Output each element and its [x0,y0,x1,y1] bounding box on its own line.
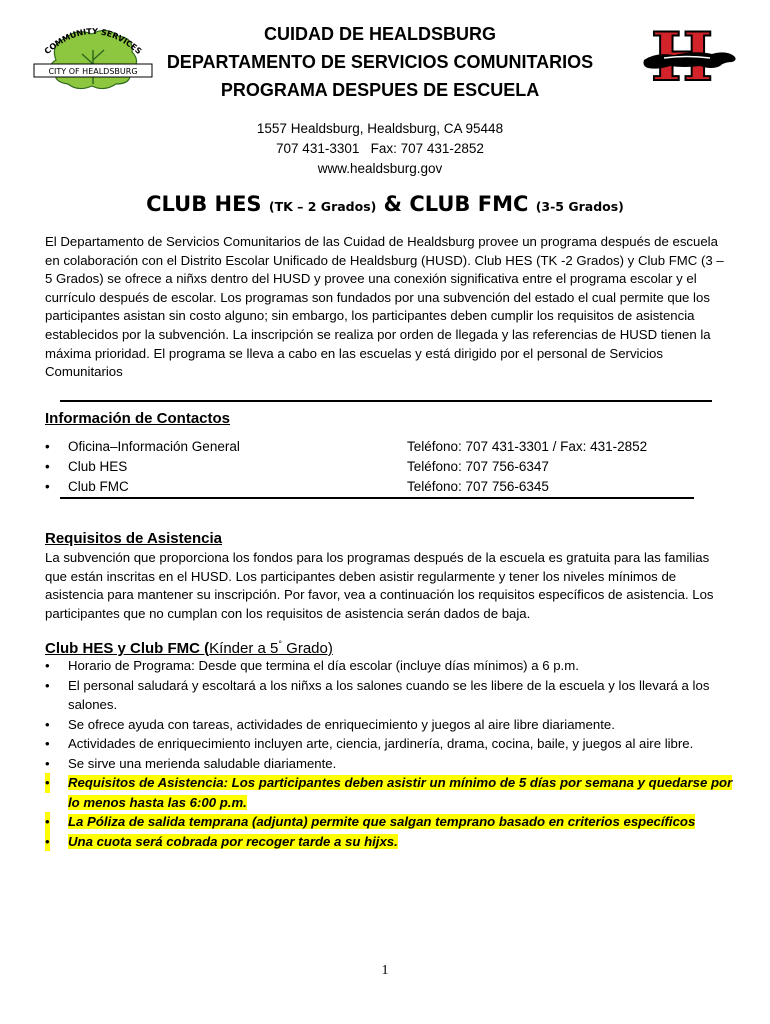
header-department: DEPARTAMENTO DE SERVICIOS COMUNITARIOS [166,52,594,72]
page-number: 1 [381,963,389,978]
address: 1557 Healdsburg, Healdsburg, CA 95448 [256,121,504,136]
program-heading-sup: ° [278,639,282,649]
divider [60,497,694,499]
list-item-text: El personal saludará y escoltará a los niñxs a los salones cuando se les libere de la escuela y los llevará a los salones. [68,677,710,712]
list-item [45,734,735,754]
late-fee-text: Una cuota será cobrada por recoger tarde a su hijxs. [68,833,398,849]
contact-phone: Teléfono: 707 756-6347 [407,459,549,474]
list-item-text: Horario de Programa: Desde que termina el día escolar (incluye días mínimos) a 6 p.m. [68,658,579,673]
list-item [45,754,735,774]
program-heading-end: Grado) [282,640,333,657]
club-title [0,190,770,221]
bullet: • [45,812,50,832]
contact-row [45,459,725,479]
list-item-highlighted [45,773,735,812]
contacts-heading: Información de Contactos [45,410,231,427]
attendance-requirement-text: Requisitos de Asistencia: Los participantes deben asistir un mínimo de 5 días por semana y quedarse por lo menos hasta las 6:00 p.m. [68,775,733,810]
contact-phone: Teléfono: 707 756-6345 [407,479,549,494]
contact-name: Club HES [68,459,128,474]
bullet: • [45,716,50,732]
list-item-text: Se sirve una merienda saludable diariamente. [68,755,337,771]
program-list [45,656,735,851]
bullet: • [45,479,50,494]
header-program: PROGRAMA DESPUES DE ESCUELA [220,80,540,100]
bullet: • [45,439,50,454]
list-item [45,715,735,735]
bullet: • [45,459,50,474]
contact-name: Oficina–Información General [68,439,240,454]
club-fmc-grades: (3-5 Grados) [535,199,624,214]
attendance-heading: Requisitos de Asistencia [45,530,222,547]
list-item-text: Se ofrece ayuda con tareas, actividades de enriquecimiento y juegos al aire libre diariamente. [68,716,615,732]
list-item-highlighted [45,832,735,852]
contact-name: Club FMC [68,479,129,494]
website: www.healdsburg.gov [317,161,443,176]
bullet: • [45,773,50,793]
bullet: • [45,658,50,673]
community-services-logo [26,20,160,92]
contact-row [45,479,725,499]
phone-fax: 707 431-3301 Fax: 707 431-2852 [276,141,484,156]
program-heading-grade: Kínder a 5 [209,640,279,657]
bullet: • [45,755,50,771]
club-hes-title: CLUB HES [146,192,262,216]
document-header [150,20,610,104]
list-item [45,656,735,676]
hound-logo [640,22,740,88]
bullet: • [45,677,50,693]
bullet: • [45,736,50,751]
contact-phone: Teléfono: 707 431-3301 / Fax: 431-2852 [407,439,648,454]
logo-top-text: COMMUNITY SERVICES [42,26,144,57]
contacts-list [45,439,725,499]
attendance-paragraph: La subvención que proporciona los fondos para los programas después de la escuela es gratuita para las familias que están inscritas en el HUSD. Los participantes deben asistir regularmente y tener los niveles mínimos de asistencia para mantener su inscripción. Por favor, vea a continuación los requisitos específicos de asistencia. Los participantes que no cumplan con los requisitos de asistencia serán dados de baja. [45,550,714,621]
early-release-text: La Póliza de salida temprana (adjunta) permite que salgan temprano basado en criterios específicos [68,814,696,829]
club-fmc-title: CLUB FMC [409,192,529,216]
club-hes-grades: (TK – 2 Grados) [268,199,377,214]
program-heading-bold: Club HES y Club FMC ( [45,640,210,657]
contact-address-block [150,119,610,179]
list-item-highlighted [45,812,735,832]
logo-city-text: CITY OF HEALDSBURG [48,67,138,76]
bullet: • [45,832,50,852]
list-item [45,676,735,715]
list-item-text: Actividades de enriquecimiento incluyen arte, ciencia, jardinería, drama, cocina, baile, y juegos al aire libre. [68,736,694,751]
header-city: CUIDAD DE HEALDSBURG [263,24,496,44]
contact-row [45,439,725,459]
intro-paragraph: El Departamento de Servicios Comunitarios de las Cuidad de Healdsburg provee un programa después de escuela en colaboración con el Distrito Escolar Unificado de Healdsburg (HUSD). Club HES (TK -2 Grados) y Club FMC (3 – 5 Grados) se ofrece a niñxs dentro del HUSD y provee una conexión significativa entre el programa escolar y el currículo después de escolar. Los programas son fundados por una subvención del estado el cual permite que los participantes asistan sin costo alguno; sin embargo, los participantes deben cumplir los requisitos de asistencia establecidos por la subvención. La inscripción se realiza por orden de llegada y las referencias de HUSD tienen la máxima prioridad. El programa se lleva a cabo en las escuelas y está dirigido por el personal de Servicios Comunitarios [45,234,724,380]
divider [60,400,712,402]
ampersand: & [383,192,402,216]
